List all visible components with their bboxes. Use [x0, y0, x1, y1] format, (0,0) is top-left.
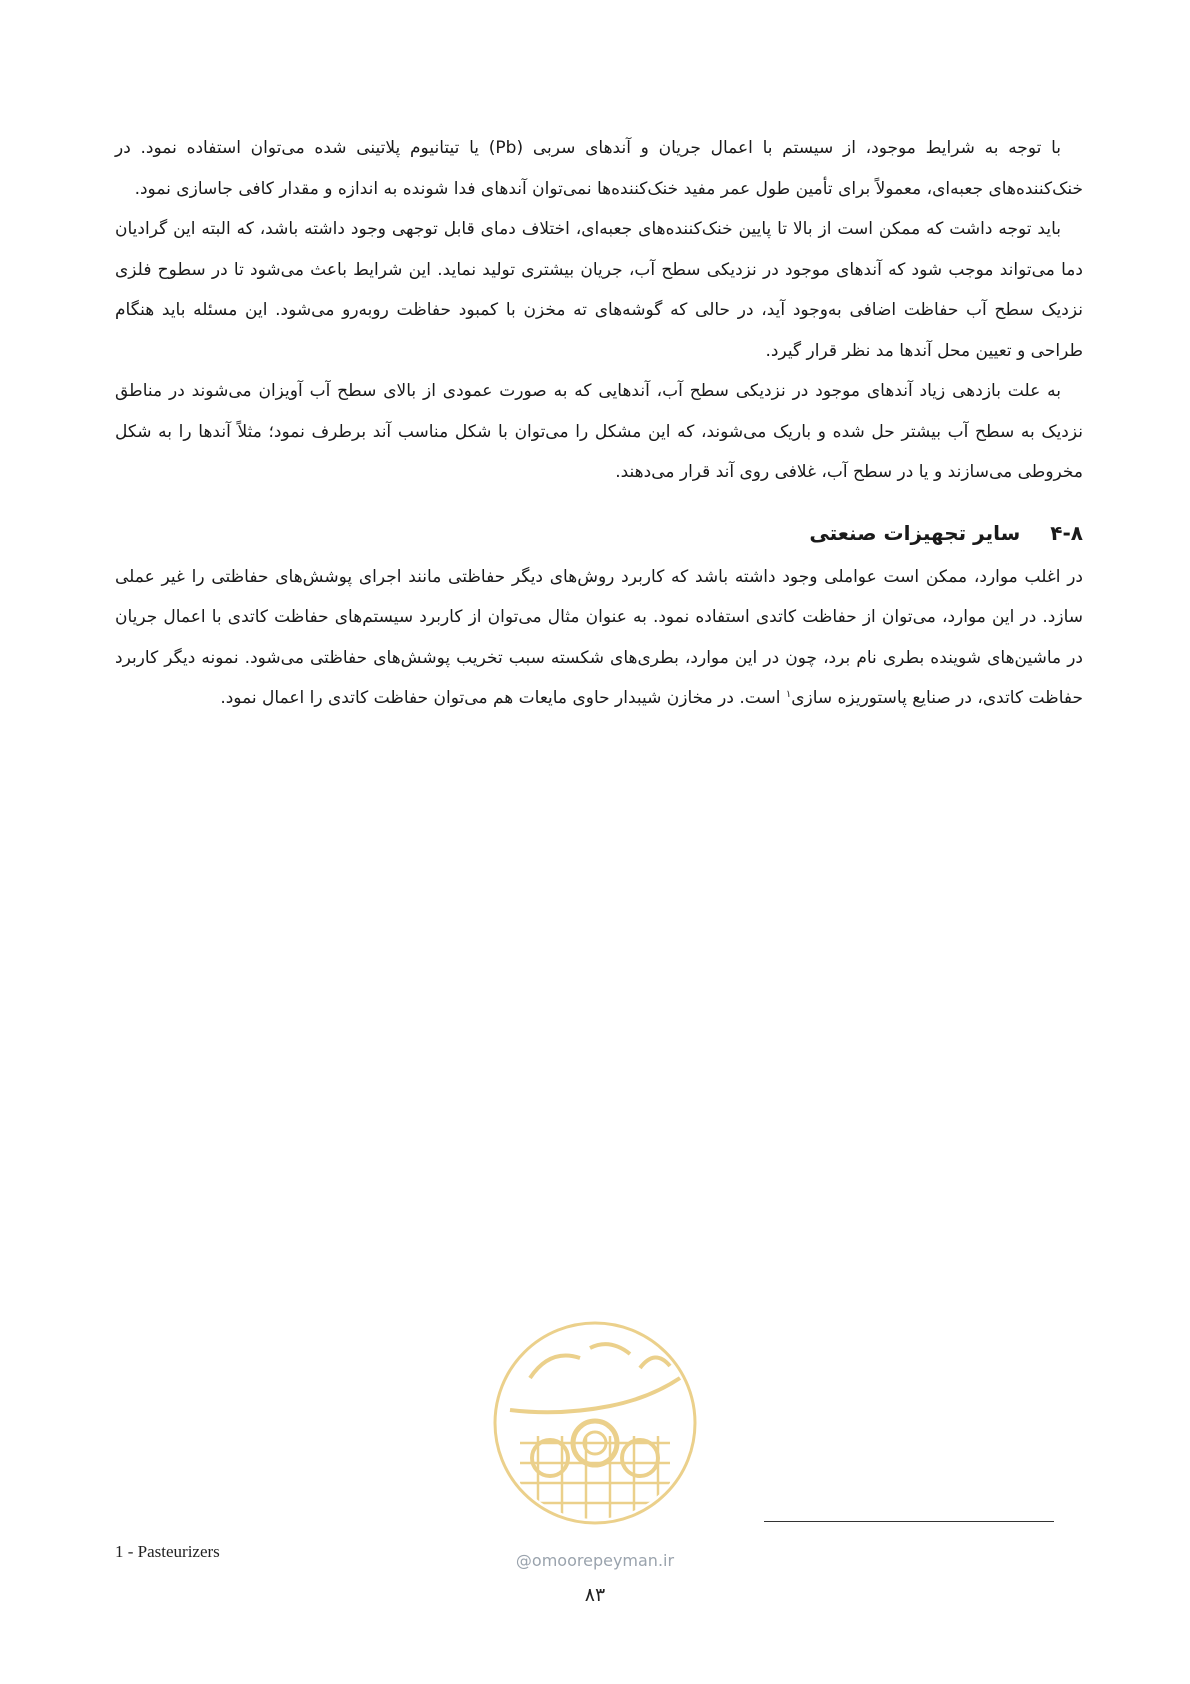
watermark-logo: [490, 1318, 700, 1528]
section-body-part-1: در اغلب موارد، ممکن است عواملی وجود داشته باشد که کاربرد روش‌های دیگر حفاظتی مانند اجرای پوشش‌های حفاظتی را غیر عملی سازد. در این موارد، می‌توان از حفاظت کاتدی استفاده نمود. به عنوان مثال می‌توان از کاربرد سیستم‌های حفاظت کاتدی با اعمال جریان در ماشین‌های شوینده بطری نام برد، چون در این موارد، بطری‌های شکسته سبب تخریب پوشش‌های حفاظتی می‌شود. نمونه دیگر کاربرد حفاظت کاتدی، در صنایع پاستوریزه سازی: [115, 566, 1083, 708]
paragraph-2: باید توجه داشت که ممکن است از بالا تا پایین خنک‌کننده‌های جعبه‌ای، اختلاف دمای قابل توجهی وجود داشته باشد، که البته این گرادیان دما می‌تواند موجب شود که آندهای موجود در نزدیکی سطح آب، جریان بیشتری تولید نماید. این شرایط باعث می‌شود تا در سطوح فلزی نزدیک سطح آب حفاظت اضافی به‌وجود آید، در حالی که گوشه‌های ته مخزن با کمبود حفاظت روبه‌رو می‌شود. این مسئله باید هنگام طراحی و تعیین محل آندها مد نظر قرار گیرد.: [115, 219, 1083, 361]
watermark-url: @omoorepeyman.ir: [515, 1551, 675, 1570]
section-title: سایر تجهیزات صنعتی: [809, 520, 1021, 545]
section-heading: [115, 511, 1083, 555]
section-number: ۴-۸: [1050, 520, 1083, 545]
main-content: [115, 128, 1083, 719]
paragraph-1: با توجه به شرایط موجود، از سیستم با اعمال جریان و آندهای سربی (Pb) یا تیتانیوم پلاتینی شده می‌توان استفاده نمود. در خنک‌کننده‌های جعبه‌ای، معمولاً برای تأمین طول عمر مفید خنک‌کننده‌ها نمی‌توان آندهای فدا شونده به اندازه و مقدار کافی جاسازی نمود.: [115, 138, 1083, 199]
page-number: ۸۳: [584, 1584, 606, 1606]
footnote-reference[interactable]: ۱: [785, 689, 792, 700]
footnote-text: 1 - Pasteurizers: [115, 1542, 220, 1561]
section-paragraph: [115, 557, 1083, 719]
section-body-part-2: است. در مخازن شیبدار حاوی مایعات هم می‌توان حفاظت کاتدی را اعمال نمود.: [220, 688, 786, 708]
paragraph-3: به علت بازدهی زیاد آندهای موجود در نزدیکی سطح آب، آندهایی که به صورت عمودی از بالای سطح آب آویزان می‌شوند در مناطق نزدیک به سطح آب بیشتر حل شده و باریک می‌شوند، که این مشکل را می‌توان با شکل مناسب آند برطرف نمود؛ مثلاً آندها را به شکل مخروطی می‌سازند و یا در سطح آب، غلافی روی آند قرار می‌دهند.: [115, 381, 1083, 482]
footnote-divider: [764, 1521, 1054, 1522]
